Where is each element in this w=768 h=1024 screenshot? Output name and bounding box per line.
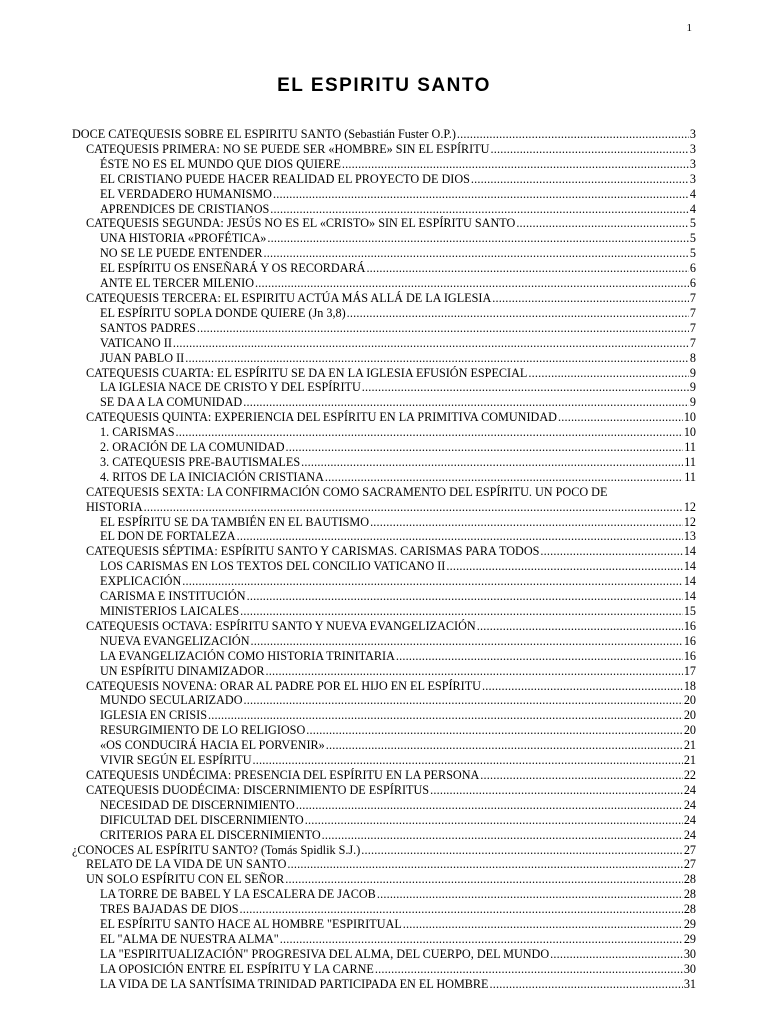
toc-entry[interactable] xyxy=(72,246,696,261)
toc-entry-page: 27 xyxy=(683,857,696,872)
toc-entry-title: CATEQUESIS TERCERA: EL ESPIRITU ACTÚA MÁS ALLÁ DE LA IGLESIA xyxy=(86,290,492,305)
toc-entry-title: EL ESPÍRITU OS ENSEÑARÁ Y OS RECORDARÁ xyxy=(100,261,366,276)
toc-entry-title: EL VERDADERO HUMANISMO xyxy=(100,186,272,201)
toc-entry-title: JUAN PABLO II xyxy=(100,350,185,365)
toc-entry-title: EL CRISTIANO PUEDE HACER REALIDAD EL PROYECTO DE DIOS xyxy=(100,171,470,186)
toc-entry-page: 15 xyxy=(683,604,696,618)
toc-entry-page: 6 xyxy=(689,276,696,291)
toc-entry-title: NO SE LE PUEDE ENTENDER xyxy=(100,246,263,261)
toc-entry-title: MUNDO SECULARIZADO xyxy=(100,693,243,708)
toc-entry-page: 22 xyxy=(683,767,696,782)
toc-entry-page: 5 xyxy=(689,231,696,246)
toc-entry[interactable] xyxy=(72,917,696,932)
toc-entry-title: CATEQUESIS PRIMERA: NO SE PUEDE SER «HOMBRE» SIN EL ESPÍRITU xyxy=(86,141,490,156)
toc-entry-page: 3 xyxy=(689,171,696,186)
toc-entry[interactable] xyxy=(72,664,696,679)
dot-leader xyxy=(347,306,689,321)
dot-leader xyxy=(482,679,683,694)
dot-leader xyxy=(185,351,689,366)
table-of-contents xyxy=(72,127,696,992)
toc-entry[interactable] xyxy=(72,932,696,947)
dot-leader xyxy=(243,395,689,410)
toc-entry-page: 24 xyxy=(683,782,696,797)
toc-entry-page: 3 xyxy=(689,127,696,141)
toc-entry-title: LA "ESPIRITUALIZACIÓN" PROGRESIVA DEL ALMA, DEL CUERPO, DEL MUNDO xyxy=(100,946,550,961)
toc-entry-page: 10 xyxy=(683,425,696,440)
toc-entry-title: ANTE EL TERCER MILENIO xyxy=(100,276,255,291)
toc-entry[interactable] xyxy=(72,544,696,559)
toc-entry-page: 14 xyxy=(683,544,696,559)
dot-leader xyxy=(490,977,683,992)
dot-leader xyxy=(492,291,689,306)
toc-entry[interactable] xyxy=(72,321,696,336)
toc-entry-page: 20 xyxy=(683,723,696,738)
toc-entry-title: UN ESPÍRITU DINAMIZADOR xyxy=(100,663,265,678)
toc-entry-page: 30 xyxy=(683,961,696,976)
toc-entry-title: CATEQUESIS SEGUNDA: JESÚS NO ES EL «CRISTO» SIN EL ESPÍRITU SANTO xyxy=(86,216,516,231)
toc-entry[interactable] xyxy=(72,708,696,723)
dot-leader xyxy=(301,455,683,470)
toc-entry[interactable] xyxy=(72,619,696,634)
toc-entry[interactable] xyxy=(72,440,696,455)
toc-entry[interactable] xyxy=(72,559,696,574)
dot-leader xyxy=(197,321,689,336)
dot-leader xyxy=(528,366,689,381)
toc-entry[interactable] xyxy=(72,291,696,306)
toc-entry-title: ÉSTE NO ES EL MUNDO QUE DIOS QUIERE xyxy=(100,156,341,171)
toc-entry[interactable] xyxy=(72,410,696,425)
toc-entry-title: EL ESPÍRITU SE DA TAMBIÉN EN EL BAUTISMO xyxy=(100,514,370,529)
toc-entry-title: SANTOS PADRES xyxy=(100,320,196,335)
toc-entry-page: 5 xyxy=(689,246,696,261)
dot-leader xyxy=(182,574,683,589)
dot-leader xyxy=(266,664,683,679)
dot-leader xyxy=(267,231,689,246)
dot-leader xyxy=(490,142,688,157)
toc-entry-page: 11 xyxy=(684,440,696,455)
toc-entry[interactable] xyxy=(72,947,696,962)
dot-leader xyxy=(244,693,683,708)
toc-entry[interactable] xyxy=(72,723,696,738)
toc-entry-page: 7 xyxy=(689,290,696,305)
document-title: EL ESPIRITU SANTO xyxy=(277,75,491,96)
toc-entry[interactable] xyxy=(72,693,696,708)
toc-entry-title: CATEQUESIS OCTAVA: ESPÍRITU SANTO Y NUEVA EVANGELIZACIÓN xyxy=(86,618,476,633)
toc-entry-title: IGLESIA EN CRISIS xyxy=(100,708,207,723)
toc-entry-title: CATEQUESIS SEXTA: LA CONFIRMACIÓN COMO SACRAMENTO DEL ESPÍRITU. UN POCO DE xyxy=(86,484,608,499)
toc-entry-title: CARISMA E INSTITUCIÓN xyxy=(100,589,246,604)
toc-entry[interactable] xyxy=(72,604,696,619)
toc-entry[interactable] xyxy=(72,798,696,813)
toc-entry-title: LA OPOSICIÓN ENTRE EL ESPÍRITU Y LA CARNE xyxy=(100,961,374,976)
toc-entry-title: MINISTERIOS LAICALES xyxy=(100,604,240,618)
toc-entry-page: 16 xyxy=(683,618,696,633)
toc-entry-page: 20 xyxy=(683,693,696,708)
toc-entry[interactable] xyxy=(72,813,696,828)
toc-entry-title: «OS CONDUCIRÁ HACIA EL PORVENIR» xyxy=(100,738,325,753)
toc-entry[interactable] xyxy=(72,455,696,470)
dot-leader xyxy=(446,559,682,574)
dot-leader xyxy=(362,380,689,395)
toc-entry-title: EL ESPÍRITU SOPLA DONDE QUIERE (Jn 3,8) xyxy=(100,305,346,320)
toc-entry-page: 11 xyxy=(684,454,696,469)
toc-entry-title: RELATO DE LA VIDA DE UN SANTO xyxy=(86,857,287,872)
toc-entry-page: 12 xyxy=(683,499,696,514)
toc-entry[interactable] xyxy=(72,962,696,977)
dot-leader xyxy=(326,738,683,753)
toc-entry[interactable] xyxy=(72,649,696,664)
toc-entry-title: NECESIDAD DE DISCERNIMIENTO xyxy=(100,797,295,812)
toc-entry-page: 6 xyxy=(689,261,696,276)
toc-entry-page: 14 xyxy=(683,589,696,604)
toc-entry-title: NUEVA EVANGELIZACIÓN xyxy=(100,633,250,648)
dot-leader xyxy=(480,768,683,783)
dot-leader xyxy=(296,798,683,813)
toc-entry[interactable] xyxy=(72,142,696,157)
toc-entry[interactable] xyxy=(72,872,696,887)
dot-leader xyxy=(430,783,683,798)
toc-entry-title: CATEQUESIS QUINTA: EXPERIENCIA DEL ESPÍRITU EN LA PRIMITIVA COMUNIDAD xyxy=(86,410,557,425)
dot-leader xyxy=(273,187,689,202)
dot-leader xyxy=(366,261,688,276)
toc-entry-page: 27 xyxy=(683,842,696,857)
dot-leader xyxy=(306,723,683,738)
toc-entry-page: 24 xyxy=(683,827,696,842)
toc-entry-page: 24 xyxy=(683,797,696,812)
dot-leader xyxy=(396,649,683,664)
dot-leader xyxy=(247,589,683,604)
toc-entry[interactable] xyxy=(72,515,696,530)
dot-leader xyxy=(240,604,683,619)
toc-entry[interactable] xyxy=(72,261,696,276)
dot-leader xyxy=(550,947,683,962)
toc-entry[interactable] xyxy=(72,574,696,589)
toc-entry-page: 3 xyxy=(689,156,696,171)
toc-entry-page: 8 xyxy=(689,350,696,365)
toc-entry[interactable] xyxy=(72,738,696,753)
toc-entry-page: 29 xyxy=(683,917,696,932)
dot-leader xyxy=(255,276,689,291)
toc-entry-page: 14 xyxy=(683,559,696,574)
toc-entry-page: 12 xyxy=(683,514,696,529)
toc-entry[interactable] xyxy=(72,380,696,395)
toc-entry[interactable] xyxy=(72,202,696,217)
toc-entry[interactable] xyxy=(72,187,696,202)
toc-entry-title: CATEQUESIS DUODÉCIMA: DISCERNIMIENTO DE ESPÍRITUS xyxy=(86,782,430,797)
toc-entry-page: 16 xyxy=(683,633,696,648)
toc-entry-title: VATICANO II xyxy=(100,335,172,350)
toc-entry-page: 9 xyxy=(689,395,696,410)
toc-entry-title: CRITERIOS PARA EL DISCERNIMIENTO xyxy=(100,827,321,842)
dot-leader xyxy=(471,172,689,187)
toc-entry-title: CATEQUESIS SÉPTIMA: ESPÍRITU SANTO Y CARISMAS. CARISMAS PARA TODOS xyxy=(86,544,540,559)
dot-leader xyxy=(516,216,689,231)
dot-leader xyxy=(251,634,683,649)
toc-entry-title: LA IGLESIA NACE DE CRISTO Y DEL ESPÍRITU xyxy=(100,380,361,395)
dot-leader xyxy=(375,962,683,977)
toc-entry-page: 11 xyxy=(684,469,696,484)
dot-leader xyxy=(208,708,683,723)
dot-leader xyxy=(558,410,683,425)
toc-entry-title: EXPLICACIÓN xyxy=(100,574,182,589)
dot-leader xyxy=(253,753,683,768)
toc-entry[interactable] xyxy=(72,529,696,544)
toc-entry[interactable] xyxy=(72,231,696,246)
toc-entry-page: 18 xyxy=(683,678,696,693)
toc-entry[interactable] xyxy=(72,157,696,172)
toc-entry-page: 10 xyxy=(683,410,696,425)
dot-leader xyxy=(144,500,683,515)
dot-leader xyxy=(403,917,683,932)
toc-entry[interactable] xyxy=(72,306,696,321)
toc-entry-title: CATEQUESIS UNDÉCIMA: PRESENCIA DEL ESPÍRITU EN LA PERSONA xyxy=(86,767,480,782)
dot-leader xyxy=(263,246,688,261)
dot-leader xyxy=(280,932,683,947)
toc-entry-title: 3. CATEQUESIS PRE-BAUTISMALES xyxy=(100,454,301,469)
toc-entry[interactable] xyxy=(72,351,696,366)
toc-entry-title: LA VIDA DE LA SANTÍSIMA TRINIDAD PARTICIPADA EN EL HOMBRE xyxy=(100,976,489,991)
toc-entry[interactable] xyxy=(72,395,696,410)
toc-entry-page: 9 xyxy=(689,380,696,395)
toc-entry[interactable] xyxy=(72,425,696,440)
toc-entry-page: 9 xyxy=(689,365,696,380)
dot-leader xyxy=(305,813,683,828)
toc-entry-title: EL DON DE FORTALEZA xyxy=(100,529,236,544)
toc-entry-title: 1. CARISMAS xyxy=(100,425,175,440)
toc-entry[interactable] xyxy=(72,366,696,381)
toc-entry[interactable] xyxy=(72,783,696,798)
toc-entry-page: 28 xyxy=(683,872,696,887)
toc-entry[interactable] xyxy=(72,127,696,142)
dot-leader xyxy=(322,828,683,843)
dot-leader xyxy=(287,857,682,872)
dot-leader xyxy=(270,202,689,217)
toc-entry[interactable] xyxy=(72,887,696,902)
toc-entry-title: UNA HISTORIA «PROFÉTICA» xyxy=(100,231,267,246)
toc-entry-title: LA TORRE DE BABEL Y LA ESCALERA DE JACOB xyxy=(100,887,376,902)
toc-entry-page: 28 xyxy=(683,887,696,902)
toc-entry-title: LA EVANGELIZACIÓN COMO HISTORIA TRINITARIA xyxy=(100,648,395,663)
toc-entry-title: VIVIR SEGÚN EL ESPÍRITU xyxy=(100,753,252,768)
toc-entry-page: 31 xyxy=(683,976,696,991)
toc-entry-page: 28 xyxy=(683,902,696,917)
toc-entry-page: 4 xyxy=(689,186,696,201)
toc-entry-title: 4. RITOS DE LA INICIACIÓN CRISTIANA xyxy=(100,469,324,484)
dot-leader xyxy=(342,157,689,172)
dot-leader xyxy=(457,127,689,142)
toc-entry-page: 21 xyxy=(683,738,696,753)
dot-leader xyxy=(237,529,683,544)
toc-entry-page: 30 xyxy=(683,946,696,961)
toc-entry-page: 29 xyxy=(683,931,696,946)
toc-entry[interactable] xyxy=(72,977,696,992)
toc-entry[interactable] xyxy=(72,857,696,872)
toc-entry[interactable] xyxy=(72,828,696,843)
dot-leader xyxy=(173,336,689,351)
dot-leader xyxy=(325,470,683,485)
dot-leader xyxy=(540,544,682,559)
toc-entry[interactable] xyxy=(72,768,696,783)
toc-entry-page: 3 xyxy=(689,141,696,156)
toc-entry-title: RESURGIMIENTO DE LO RELIGIOSO xyxy=(100,723,306,738)
toc-entry[interactable] xyxy=(72,470,696,485)
toc-entry-page: 4 xyxy=(689,201,696,216)
dot-leader xyxy=(285,872,683,887)
dot-leader xyxy=(377,887,683,902)
toc-entry[interactable] xyxy=(72,276,696,291)
dot-leader xyxy=(370,515,683,530)
toc-entry-title: UN SOLO ESPÍRITU CON EL SEÑOR xyxy=(86,872,285,887)
toc-entry-page: 13 xyxy=(683,529,696,544)
toc-entry-page: 24 xyxy=(683,812,696,827)
toc-entry-page: 5 xyxy=(689,216,696,231)
toc-entry[interactable] xyxy=(72,679,696,694)
dot-leader xyxy=(239,902,682,917)
toc-entry-title: ¿CONOCES AL ESPÍRITU SANTO? (Tomás Spidlik S.J.) xyxy=(72,842,361,857)
toc-entry-title: APRENDICES DE CRISTIANOS xyxy=(100,201,270,216)
toc-entry-title: DOCE CATEQUESIS SOBRE EL ESPIRITU SANTO (Sebastián Fuster O.P.) xyxy=(72,127,456,141)
toc-entry-title: CATEQUESIS NOVENA: ORAR AL PADRE POR EL HIJO EN EL ESPÍRITU xyxy=(86,678,481,693)
toc-entry-title: TRES BAJADAS DE DIOS xyxy=(100,902,239,917)
toc-entry-title: SE DA A LA COMUNIDAD xyxy=(100,395,243,410)
toc-entry[interactable] xyxy=(72,634,696,649)
toc-entry[interactable] xyxy=(72,485,696,515)
toc-entry[interactable] xyxy=(72,336,696,351)
toc-entry[interactable] xyxy=(72,753,696,768)
toc-entry-title: DIFICULTAD DEL DISCERNIMIENTO xyxy=(100,812,304,827)
toc-entry[interactable] xyxy=(72,172,696,187)
toc-entry-page: 21 xyxy=(683,753,696,768)
toc-entry[interactable] xyxy=(72,589,696,604)
toc-entry-title: CATEQUESIS CUARTA: EL ESPÍRITU SE DA EN LA IGLESIA EFUSIÓN ESPECIAL xyxy=(86,365,528,380)
toc-entry-page: 7 xyxy=(689,335,696,350)
toc-entry[interactable] xyxy=(72,843,696,858)
toc-entry-title: LOS CARISMAS EN LOS TEXTOS DEL CONCILIO VATICANO II xyxy=(100,559,446,574)
dot-leader xyxy=(477,619,683,634)
dot-leader xyxy=(286,440,684,455)
toc-entry-page: 7 xyxy=(689,305,696,320)
dot-leader xyxy=(361,843,683,858)
toc-entry-page: 16 xyxy=(683,648,696,663)
toc-entry-page: 7 xyxy=(689,320,696,335)
toc-entry-title: EL "ALMA DE NUESTRA ALMA" xyxy=(100,931,279,946)
dot-leader xyxy=(176,425,683,440)
toc-entry-page: 17 xyxy=(683,663,696,678)
page-number: 1 xyxy=(686,22,692,34)
toc-entry[interactable] xyxy=(72,902,696,917)
toc-entry-title: 2. ORACIÓN DE LA COMUNIDAD xyxy=(100,440,285,455)
toc-entry-page: 20 xyxy=(683,708,696,723)
toc-entry-page: 14 xyxy=(683,574,696,589)
toc-entry-title-continued: HISTORIA xyxy=(86,499,143,514)
toc-entry[interactable] xyxy=(72,216,696,231)
toc-entry-title: EL ESPÍRITU SANTO HACE AL HOMBRE "ESPIRITUAL xyxy=(100,917,402,932)
